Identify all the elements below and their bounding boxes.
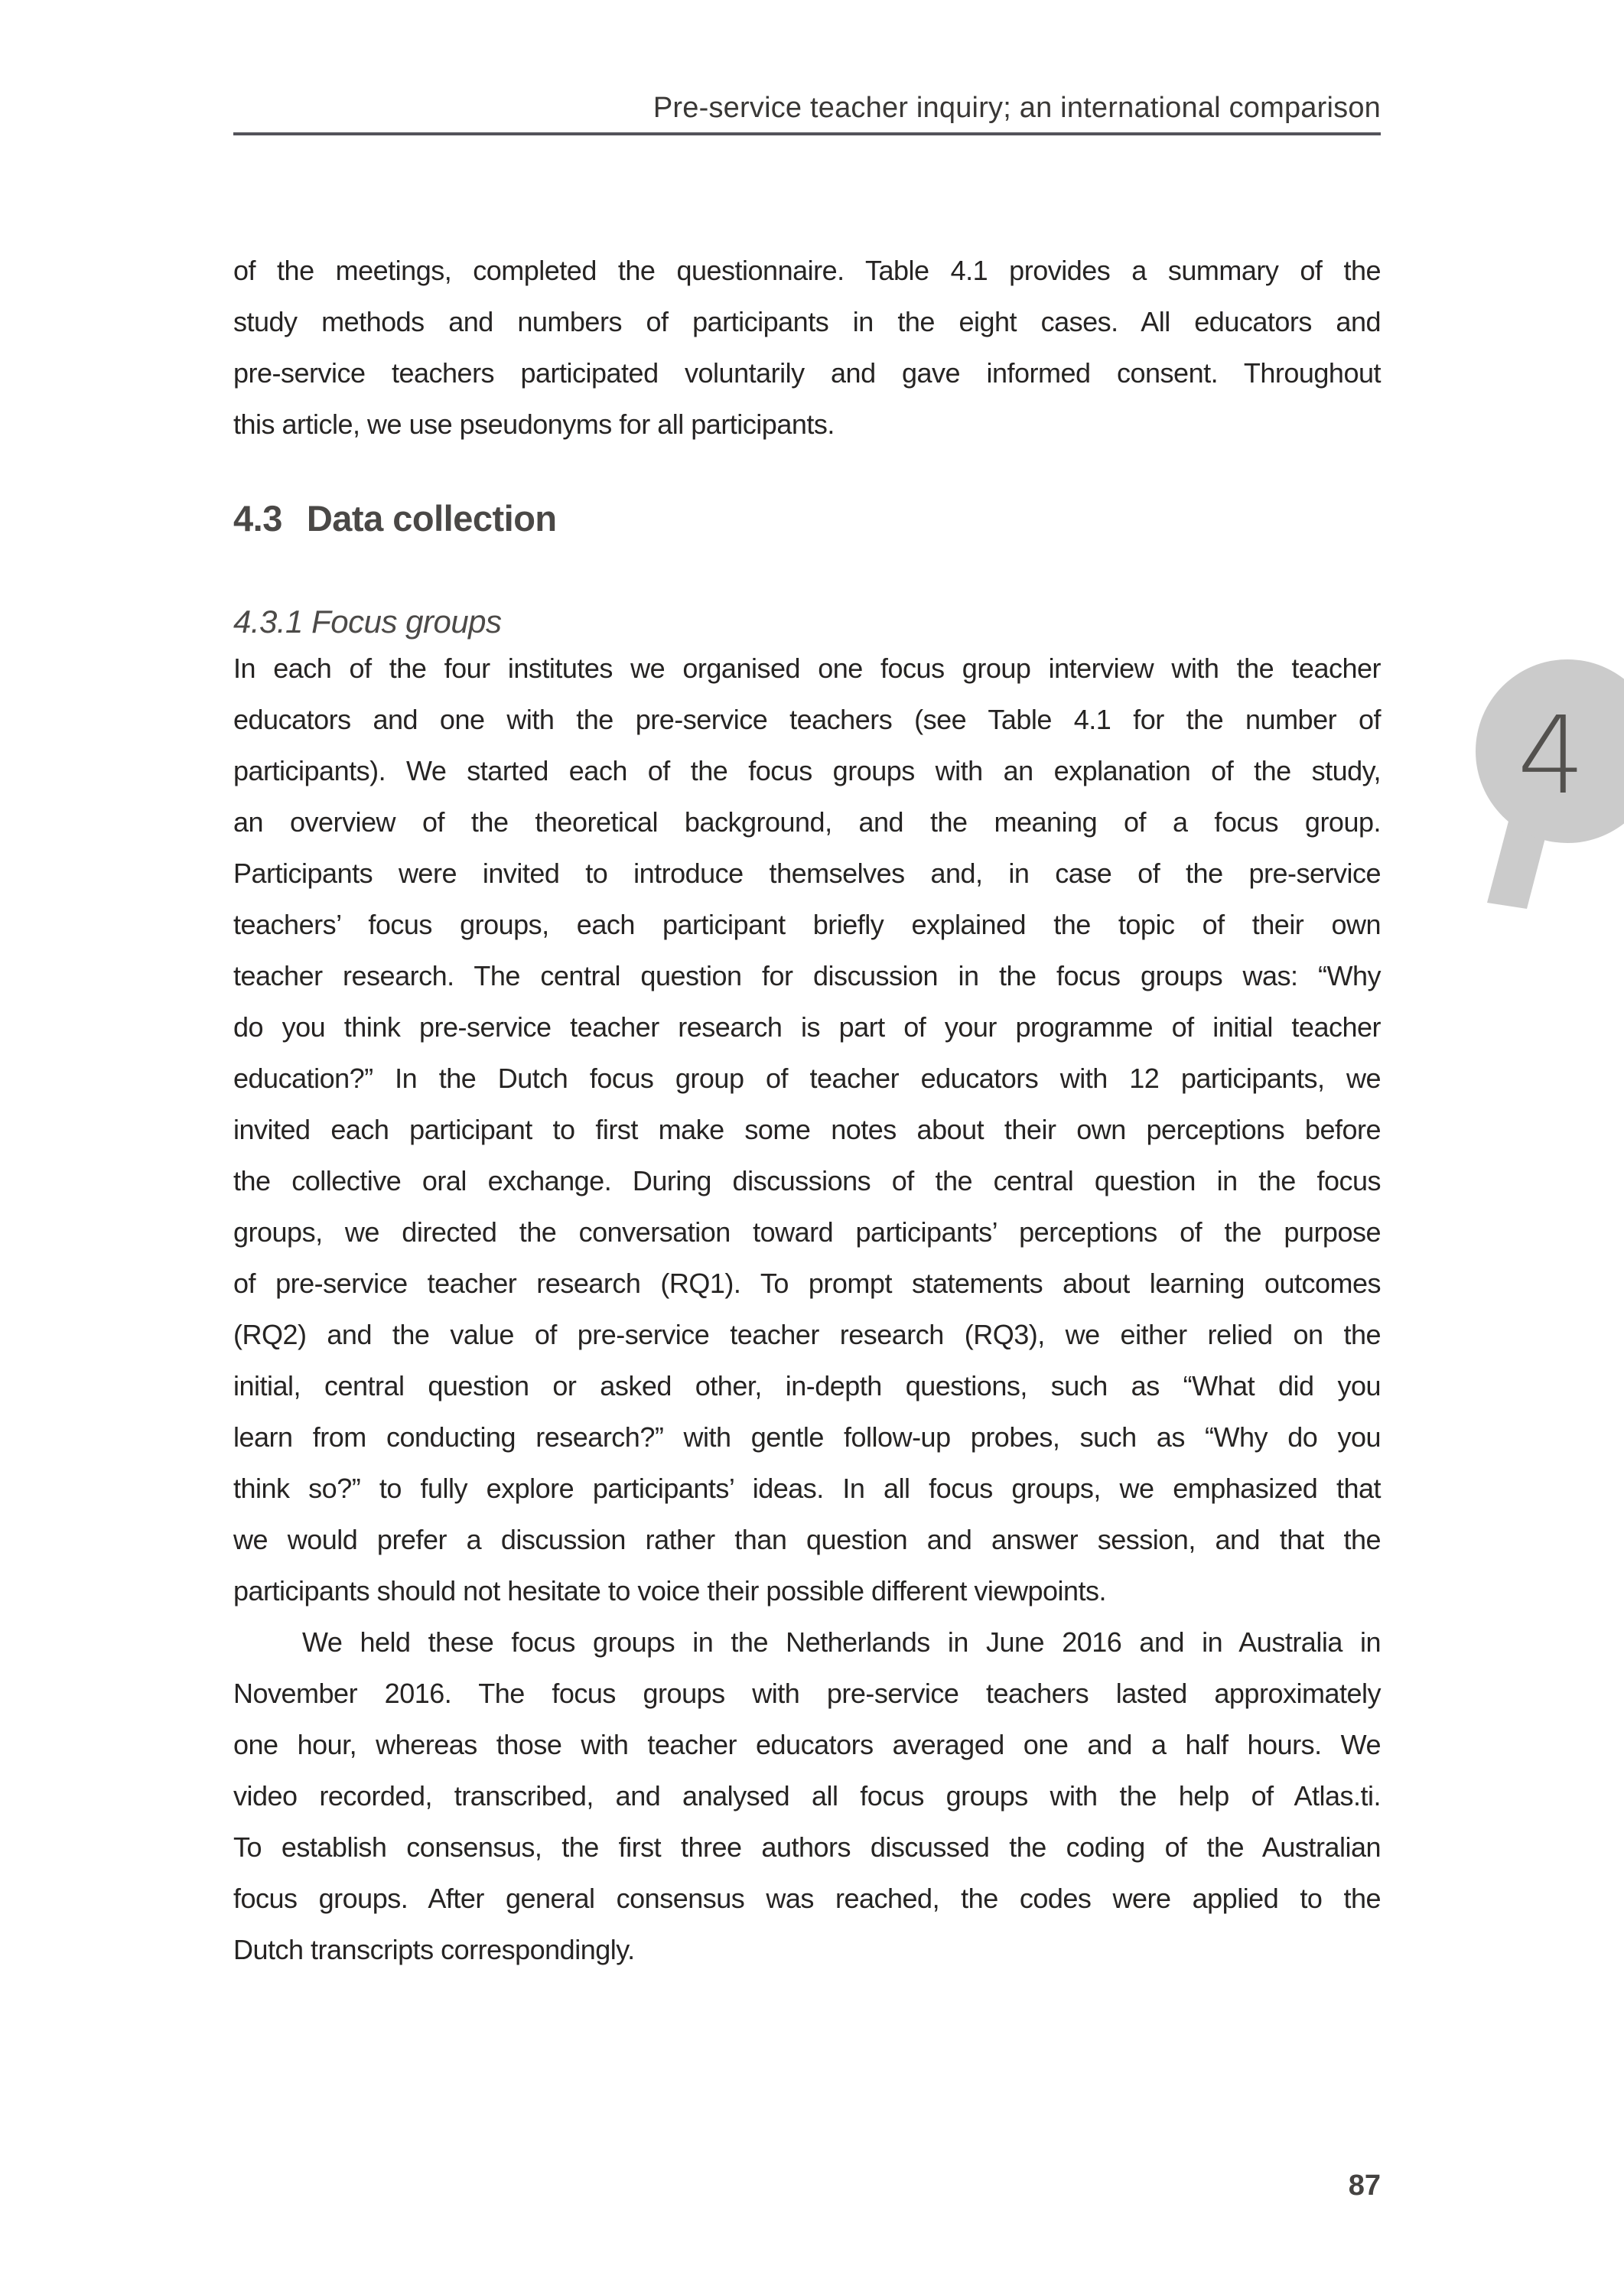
- text-line: teachers’ focus groups, each participant briefly explained the topic of their own: [233, 909, 1381, 940]
- running-header: Pre-service teacher inquiry; an international comparison: [653, 92, 1381, 124]
- text-line: video recorded, transcribed, and analysed all focus groups with the help of Atlas.ti.: [233, 1780, 1381, 1812]
- text-line: November 2016. The focus groups with pre-service teachers lasted approximately: [233, 1678, 1381, 1709]
- text-line: an overview of the theoretical background, and the meaning of a focus group.: [233, 806, 1381, 838]
- text-line: Dutch transcripts correspondingly.: [233, 1934, 635, 1965]
- text-line: groups, we directed the conversation toward participants’ perceptions of the purpose: [233, 1216, 1381, 1248]
- text-line: the collective oral exchange. During discussions of the central question in the focus: [233, 1165, 1381, 1196]
- paragraph-methods: [233, 245, 1381, 450]
- text-line: do you think pre-service teacher research is part of your programme of initial teacher: [233, 1011, 1381, 1043]
- text-line: teacher research. The central question for discussion in the focus groups was: “Why: [233, 960, 1381, 991]
- text-line: participants should not hesitate to voice their possible different viewpoints.: [233, 1575, 1107, 1606]
- text-line: participants). We started each of the focus groups with an explanation of the study,: [233, 755, 1381, 786]
- text-line: To establish consensus, the first three authors discussed the coding of the Australian: [233, 1831, 1381, 1863]
- header-rule: [233, 132, 1381, 135]
- text-line: of the meetings, completed the questionnaire. Table 4.1 provides a summary of the: [233, 255, 1381, 286]
- text-line: think so?” to fully explore participants’ ideas. In all focus groups, we emphasized that: [233, 1473, 1381, 1504]
- section-heading-title: Data collection: [306, 498, 557, 539]
- text-line: In each of the four institutes we organised one focus group interview with the teacher: [233, 653, 1381, 684]
- text-line: We held these focus groups in the Netherlands in June 2016 and in Australia in: [302, 1626, 1381, 1658]
- text-line: education?” In the Dutch focus group of teacher educators with 12 participants, we: [233, 1063, 1381, 1094]
- section-heading-number: 4.3: [233, 498, 282, 539]
- text-line: learn from conducting research?” with gentle follow-up probes, such as “Why do you: [233, 1421, 1381, 1453]
- text-line: focus groups. After general consensus was reached, the codes were applied to the: [233, 1883, 1381, 1914]
- text-line: of pre-service teacher research (RQ1). To prompt statements about learning outcomes: [233, 1268, 1381, 1299]
- page-number: 87: [1348, 2170, 1381, 2202]
- section-heading: [233, 497, 1381, 539]
- text-line: Participants were invited to introduce themselves and, in case of the pre-service: [233, 858, 1381, 889]
- subsection-heading: 4.3.1 Focus groups: [233, 604, 502, 640]
- text-line: this article, we use pseudonyms for all participants.: [233, 409, 835, 440]
- text-line: one hour, whereas those with teacher educators averaged one and a half hours. We: [233, 1729, 1381, 1760]
- text-line: study methods and numbers of participants in the eight cases. All educators and: [233, 306, 1381, 337]
- paragraph-focus-groups: [233, 643, 1381, 1616]
- text-line: (RQ2) and the value of pre-service teacher research (RQ3), we either relied on the: [233, 1319, 1381, 1350]
- text-line: we would prefer a discussion rather than question and answer session, and that the: [233, 1524, 1381, 1555]
- chapter-number: 4: [1517, 694, 1586, 819]
- chapter-badge: [1471, 643, 1624, 926]
- text-line: invited each participant to first make some notes about their own perceptions before: [233, 1114, 1381, 1145]
- text-line: initial, central question or asked other, in-depth questions, such as “What did you: [233, 1370, 1381, 1401]
- paragraph-focus-group-sessions: [233, 1616, 1381, 1975]
- text-line: pre-service teachers participated voluntarily and gave informed consent. Throughout: [233, 357, 1381, 389]
- text-line: educators and one with the pre-service teachers (see Table 4.1 for the number of: [233, 704, 1381, 735]
